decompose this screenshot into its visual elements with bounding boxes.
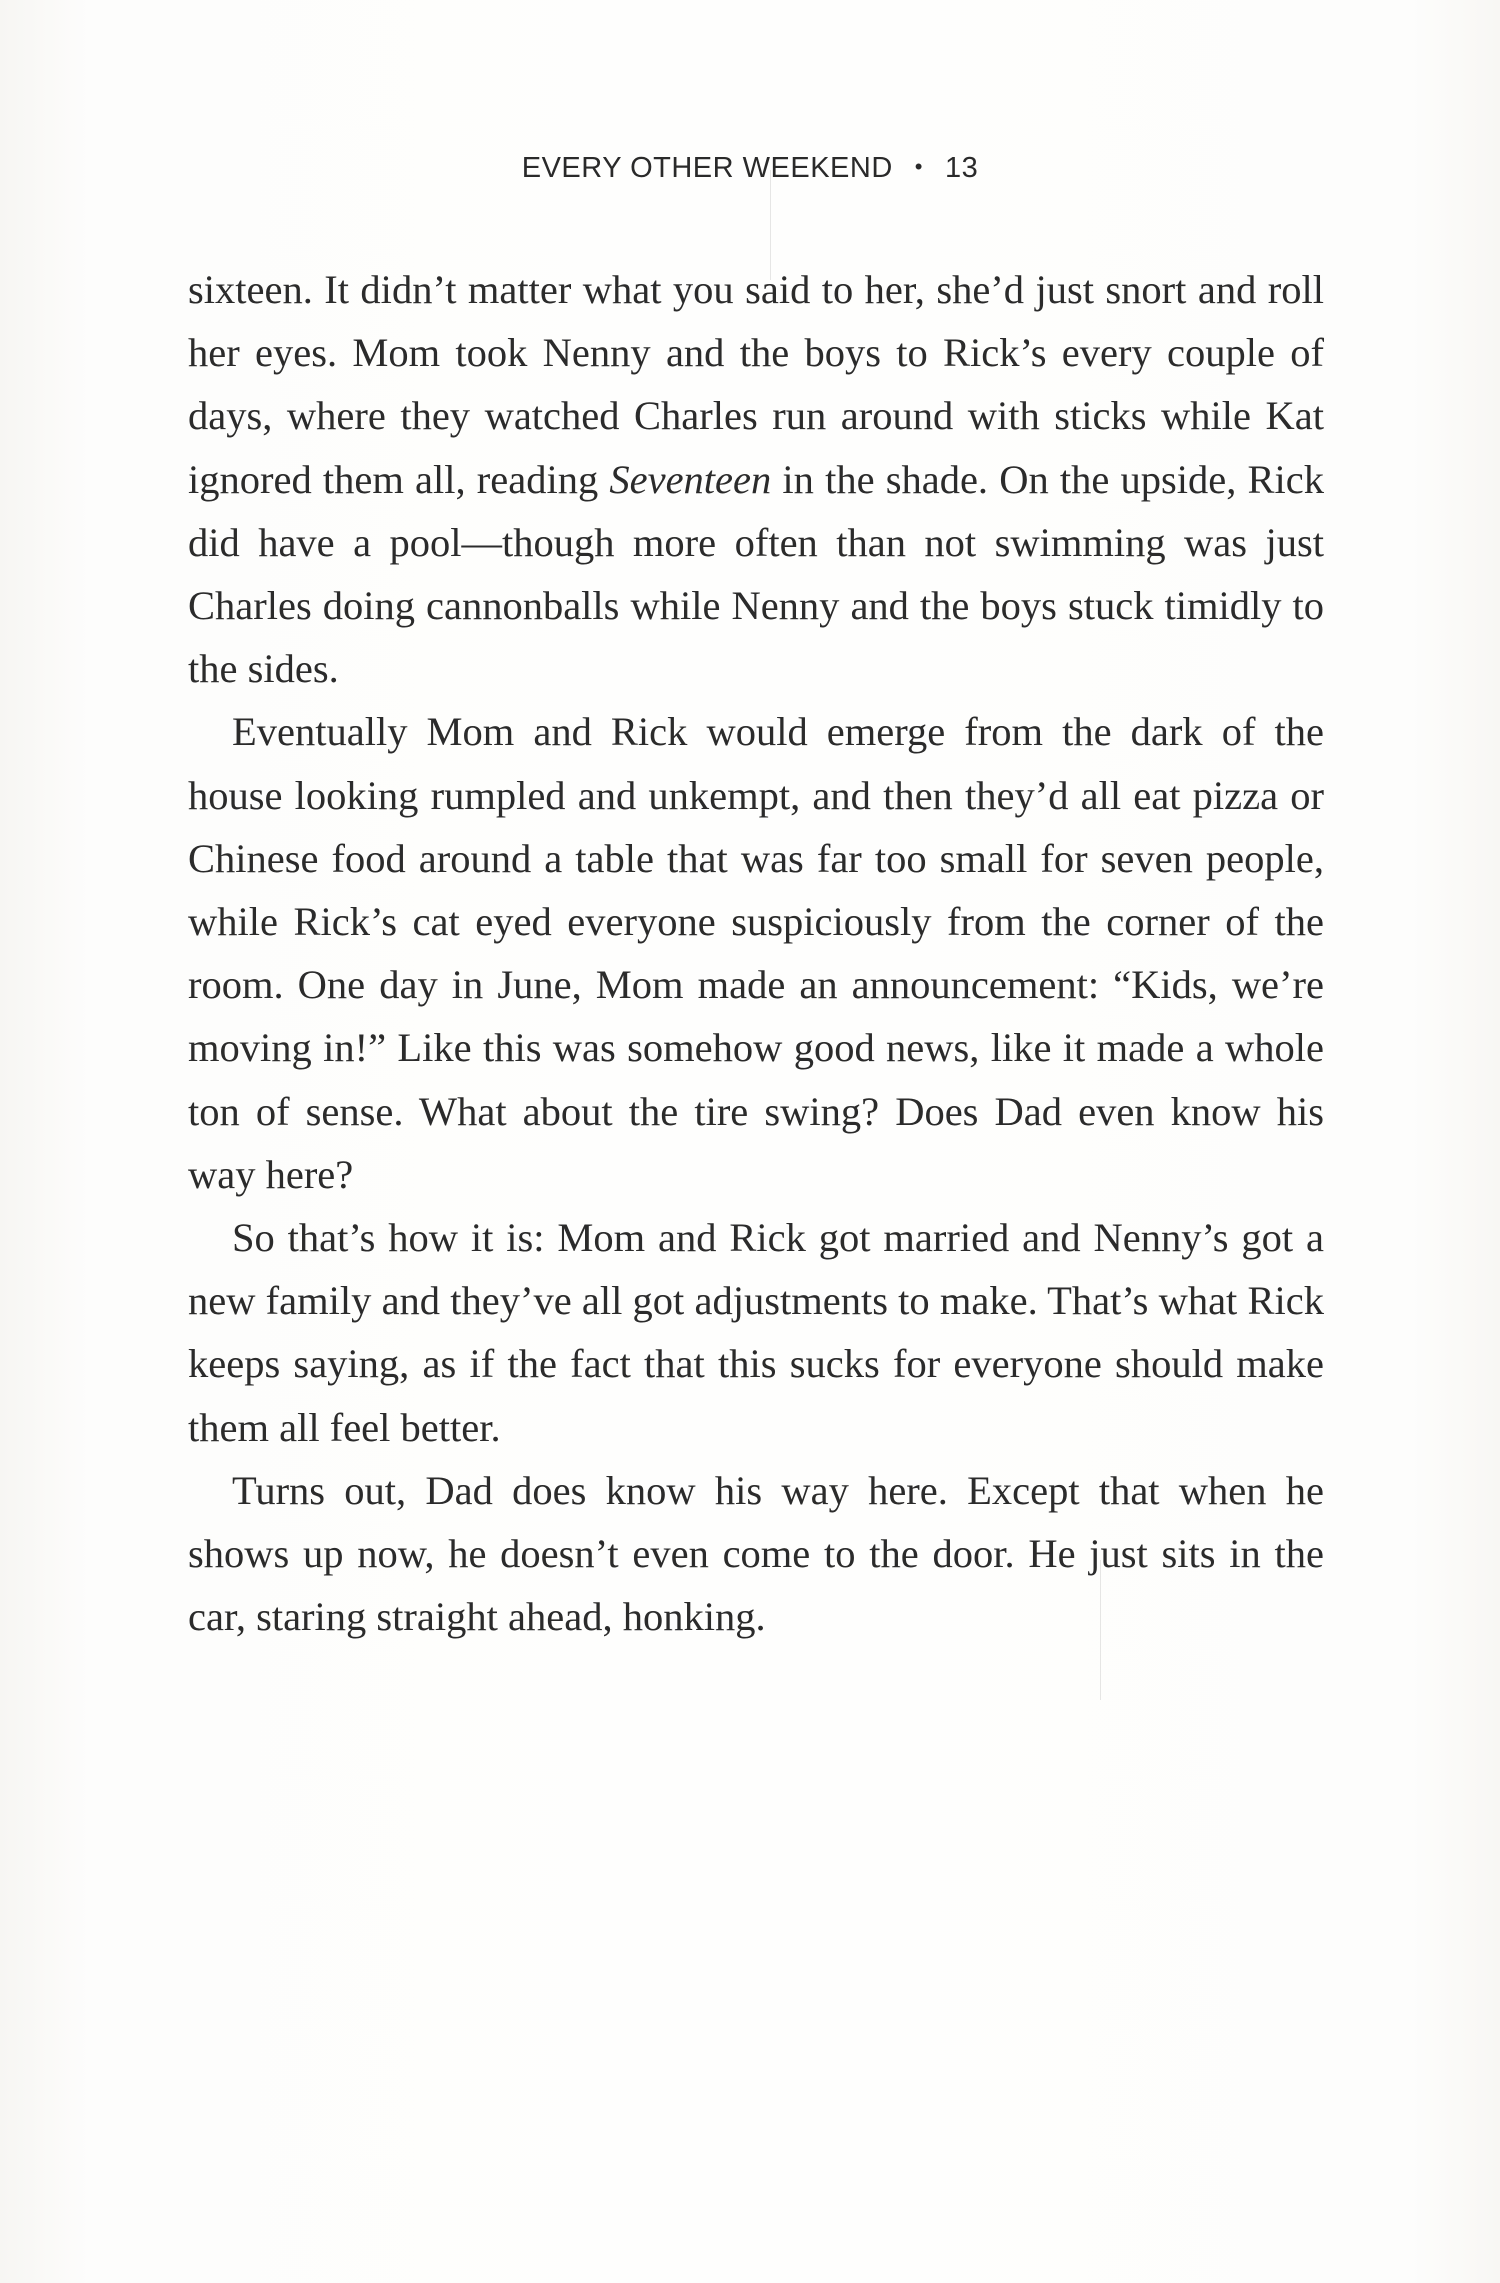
text-segment: sixteen. It didn’t matter what you said to her, she’d just snort and roll her eyes. Mom took Nenny and the boys to Rick’s every couple of days, where they watched Charles run around with sticks while Kat ignored them all, reading <box>188 267 1324 502</box>
page-number: 13 <box>944 152 979 184</box>
running-head <box>0 152 1500 185</box>
magazine-title: Seventeen <box>609 456 772 502</box>
body-text <box>188 258 1324 1648</box>
header-separator: • <box>914 154 923 179</box>
paragraph-3 <box>188 1206 1324 1459</box>
text-segment: Eventually Mom and Rick would emerge from the dark of the house looking rumpled and unkempt, and then they’d all eat pizza or Chinese food around a table that was far too small for seven people, while Rick’s cat eyed everyone suspiciously from the corner of the room. One day in June, Mom made an announcement: “Kids, we’re moving in!” Like this was somehow good news, like it made a whole ton of sense. What about the tire swing? Does Dad even know his way here? <box>188 709 1324 1197</box>
text-segment: So that’s how it is: Mom and Rick got married and Nenny’s got a new family and they’ve all got adjustments to make. That’s what Rick keeps saying, as if the fact that this sucks for everyone should make them all feel better. <box>188 1215 1324 1450</box>
book-title: EVERY OTHER WEEKEND <box>521 152 893 184</box>
text-segment: Turns out, Dad does know his way here. Except that when he shows up now, he doesn’t even come to the door. He just sits in the car, staring straight ahead, honking. <box>188 1467 1324 1640</box>
text-segment: in the shade. On the upside, Rick did have a pool—though more often than not swimming was just Charles doing cannonballs while Nenny and the boys stuck timidly to the sides. <box>188 456 1324 692</box>
paragraph-4 <box>188 1459 1324 1649</box>
paragraph-1 <box>188 258 1324 700</box>
paragraph-2 <box>188 700 1324 1206</box>
